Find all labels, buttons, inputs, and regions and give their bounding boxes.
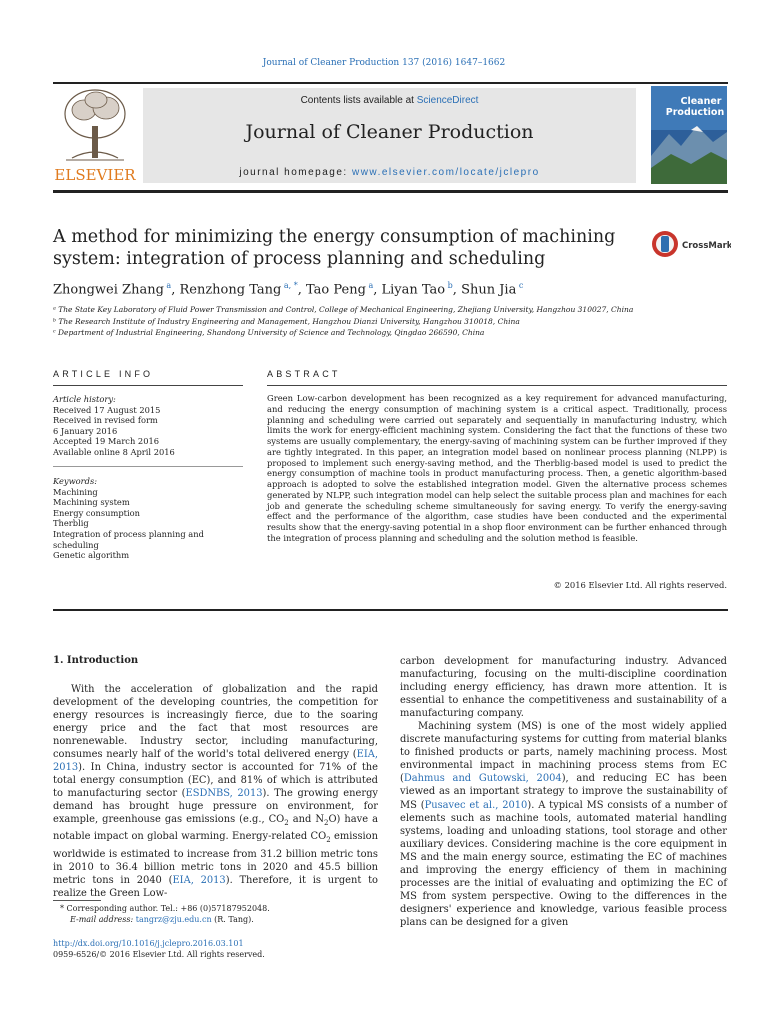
keywords-label: Keywords: [53,476,98,486]
affiliation-c: ᶜ Department of Industrial Engineering, Shandong University of Science and Technology, Qingdao 266590, China [53,328,485,337]
author-name: Tao Peng [305,282,366,298]
cover-title-1: Cleaner [680,96,722,107]
keyword: Energy consumption [53,507,141,518]
history-line: Accepted 19 March 2016 [53,436,160,447]
body-text: ). Therefore, it is urgent to realize the Green Low- [53,874,378,899]
article-history [53,394,243,458]
journal-cover[interactable] [651,86,727,184]
history-line: Received in revised form [53,415,158,426]
body-text: and N [288,814,324,826]
author-name: Liyan Tao [381,282,446,298]
intro-heading: 1. Introduction [53,655,139,666]
author-list [53,281,523,297]
homepage-prefix: journal homepage: [239,167,352,178]
author-affiliation-mark[interactable]: c [516,281,524,290]
article-title-line-1: A method for minimizing the energy consumption of machining [53,227,616,247]
history-line: Available online 8 April 2016 [53,446,175,457]
affiliation-a: ᵃ The State Key Laboratory of Fluid Power Transmission and Control, College of Mechanical Engineering, Zhejiang University, Hangzhou 310027, China [53,305,634,314]
email-footnote [70,915,254,924]
doi-link[interactable] [53,939,244,948]
keywords-block [53,476,243,561]
header-rule [53,82,728,84]
contents-line [143,95,636,106]
doi-url[interactable]: http://dx.doi.org/10.1016/j.jclepro.2016.03.101 [53,939,244,948]
affiliation-b: ᵇ The Research Institute of Industry Engineering and Management, Hangzhou Dianzi University, Hangzhou 310018, China [53,317,520,326]
article-info-rule [53,385,243,386]
cover-title-2: Production [665,107,725,118]
email-link[interactable]: tangrz@zju.edu.cn [135,915,212,924]
footnote-corresponding: Corresponding author. Tel.: +86 (0)57187952048. [66,904,270,913]
body-text: carbon development for manufacturing industry. Advanced manufacturing, focusing on the multi-discipline coordination including energy efficiency, has drawn more attention. It is essential to enhance the competitiveness and sustainability of a manufacturing company. [400,656,727,720]
author-separator: , [297,282,306,298]
article-title [53,226,633,270]
body-text: Machining system (MS) is one of the most widely applied discrete manufacturing systems for cutting from material blanks to finished products or parts, namely machining process. Most environmental impact in machining process stems from EC ( [400,721,727,785]
article-info-label: ARTICLE INFO [53,369,154,379]
subscript: 2 [284,819,289,828]
author-affiliation-mark[interactable]: b [445,281,453,290]
abstract-copyright: © 2016 Elsevier Ltd. All rights reserved. [553,580,727,590]
footnote-star: * [60,904,64,913]
article-title-line-2: system: integration of process planning and scheduling [53,249,546,269]
body-text: emission worldwide is estimated to increase from 31.2 billion metric tons in 2010 to 36.4 billion metric tons in 2020 and 45.5 billion metric tons in 2040 ( [53,831,378,886]
crossmark-label: CrossMark [682,241,731,251]
keyword: Genetic algorithm [53,550,130,561]
citation-link[interactable]: Pusavec et al., 2010 [424,799,528,811]
subscript: 2 [326,836,331,845]
keyword: Therblig [53,518,89,529]
elsevier-logo[interactable] [52,86,138,184]
email-suffix: (R. Tang). [211,915,254,924]
elsevier-wordmark: ELSEVIER [54,166,136,184]
author-separator: , [373,282,382,298]
journal-citation[interactable]: Journal of Cleaner Production 137 (2016) 1647–1662 [262,58,506,68]
journal-title: Journal of Cleaner Production [245,121,534,143]
author-affiliation-mark[interactable]: a [163,281,172,290]
body-text: ), and reducing EC has been viewed as an important strategy to improve the sustainability of MS ( [400,773,727,811]
email-label: E-mail address: [70,915,136,924]
journal-homepage [143,167,636,178]
author-separator: , [452,282,462,298]
abstract-rule [267,385,727,386]
keyword: Integration of process planning and [53,528,204,539]
body-text: ). In China, industry sector is accounted for 71% of the total energy consumption (EC), and 81% of which is attributed to manufacturing sector ( [53,762,378,800]
cover-image [651,86,727,184]
section-rule [53,609,728,611]
author-name: Renzhong Tang [179,282,282,298]
crossmark-icon [651,230,731,260]
body-text: O) have a notable impact on global warming. Energy-related CO [53,814,378,843]
corresponding-footnote [60,904,270,913]
abstract-text: Green Low-carbon development has been recognized as a key requirement for advanced manufacturing, and reducing the energy consumption of machining system is a critical aspect. Traditionally, process planning and scheduling were carried out separately and sequentially in manufacturing industry, which limits the work for energy-efficient machining system. Considering the fact that the functions of these two systems are usually complementary, the energy-saving of machining system can be further improved if they are tightly integrated. In this paper, an integration model based on nonlinear process planning (NLPP) is proposed to implement such energy-saving method, and the Therblig-based model is used to predict the energy consumption of machine tools in product manufacturing process. Then, a genetic algorithm-based approach is adopted to solve the established integration model. Given the alternative process schemes generated by NLPP, such integration model can help select the suitable process plan and machines for each job and generate the scheduling scheme simultaneously for saving energy. To verify the energy-saving effect and the performance of the algorithm, case studies have been conducted and the experimental results show that the energy-saving potential in a shop floor environment can be further enhanced through the integration of process planning and scheduling and the solution method is feasible. [267,393,727,543]
author-affiliation-mark[interactable]: a [365,281,374,290]
author-affiliation-mark[interactable]: a, * [281,281,298,290]
history-line: Received 17 August 2015 [53,404,161,415]
elsevier-tree-icon [52,86,138,184]
body-text: ). The growing energy demand has brought huge pressure on environment, for example, greenhouse gas emissions (e.g., CO [53,788,378,826]
contents-prefix: Contents lists available at [300,95,417,106]
citation-link[interactable]: EIA, 2013 [53,749,378,774]
body-text: ). A typical MS consists of a number of elements such as machine tools, automated material handling systems, loading and unloading stations, tool storage and other auxiliary devices. Considering machine is the core equipment in MS and the main energy source, estimating the EC of machines and improving the energy efficiency of them in machining processes are the initial of evaluating and optimizing the EC of MS from system perspective. Owing to the differences in the designers' experience and knowledge, various feasible process plans can be designed for a given [400,799,727,928]
intro-paragraph-1 [53,683,378,900]
citation-link[interactable]: ESDNBS, 2013 [185,788,263,800]
history-line: 6 January 2016 [53,425,118,436]
keyword: Machining [53,486,98,497]
abstract-label: ABSTRACT [267,369,341,379]
citation-link[interactable]: EIA, 2013 [172,874,226,886]
footnote-rule [53,900,101,901]
intro-right-column [400,655,727,929]
keyword: Machining system [53,497,130,508]
homepage-link[interactable]: www.elsevier.com/locate/jclepro [351,167,540,178]
sciencedirect-link[interactable]: ScienceDirect [416,95,479,106]
intro-left-column [53,683,378,900]
history-label: Article history: [53,394,116,404]
keyword: scheduling [53,539,99,550]
intro-paragraph-2 [400,720,727,929]
keywords-rule [53,466,243,467]
citation-link[interactable]: Dahmus and Gutowski, 2004 [403,773,562,785]
intro-paragraph-1-cont [400,655,727,720]
author-name: Shun Jia [461,282,517,298]
crossmark-badge[interactable] [651,230,731,260]
title-rule [53,190,728,193]
issn-line: 0959-6526/© 2016 Elsevier Ltd. All rights reserved. [53,950,265,959]
author-separator: , [171,282,180,298]
author-name: Zhongwei Zhang [53,282,164,298]
subscript: 2 [323,819,329,828]
body-text: With the acceleration of globalization and the rapid development of the developing countries, the competition for energy resources is increasingly fierce, due to the soaring energy price and the fact that most resources are nonrenewable. Industry sector, including manufacturing, consumes nearly half of the world's total delivered energy ( [53,684,378,761]
